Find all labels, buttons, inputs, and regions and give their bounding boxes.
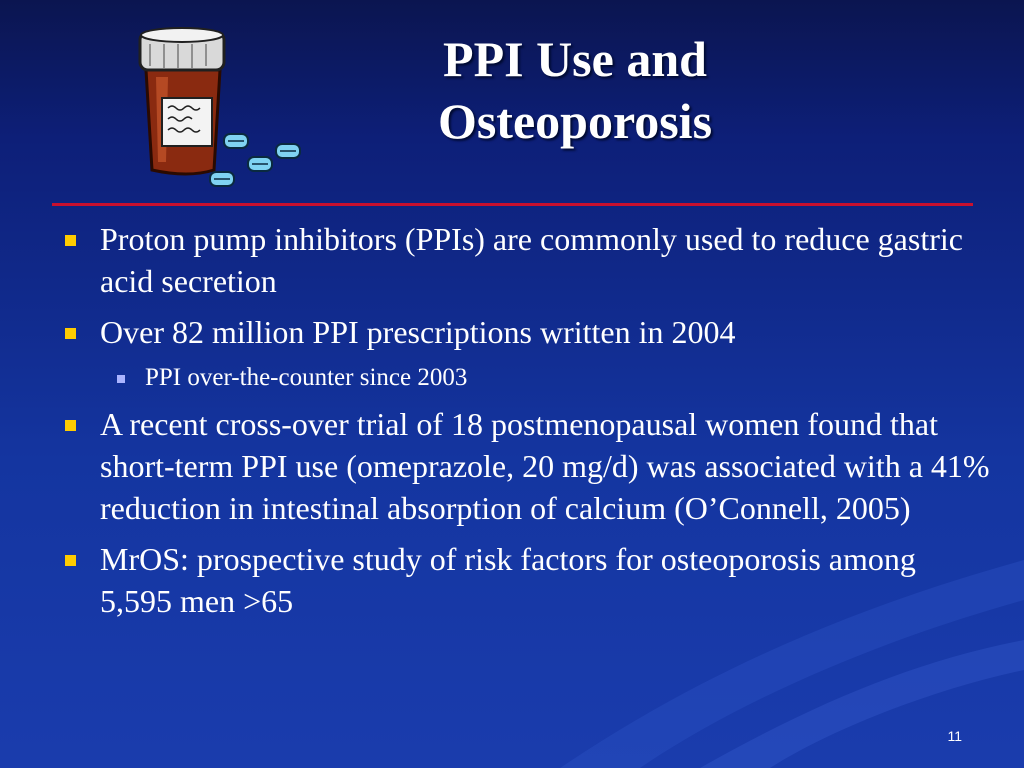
- bullet-item: [60, 311, 990, 353]
- slide-title: [330, 28, 820, 152]
- bullet-marker-icon: [65, 555, 76, 566]
- bullet-marker-icon: [65, 328, 76, 339]
- slide-title-line-1: PPI Use and: [443, 31, 707, 87]
- sub-bullet-text: PPI over-the-counter since 2003: [145, 364, 468, 391]
- slide-title-line-2: Osteoporosis: [437, 93, 713, 149]
- bullet-item: [60, 218, 990, 302]
- bullet-list: [60, 218, 990, 631]
- bullet-text: A recent cross-over trial of 18 postmenopausal women found that short-term PPI use (omeprazole, 20 mg/d) was associated with a 41% reduction in intestinal absorption of calcium (O’Connell, 2005): [100, 406, 990, 526]
- sub-bullet-marker-icon: [117, 375, 125, 383]
- slide-number: 11: [947, 728, 962, 744]
- title-divider: [52, 203, 973, 206]
- bullet-item: [60, 403, 990, 529]
- bullet-text: Proton pump inhibitors (PPIs) are commonly used to reduce gastric acid secretion: [100, 221, 963, 299]
- bullet-text: Over 82 million PPI prescriptions written in 2004: [100, 314, 736, 350]
- bullet-marker-icon: [65, 420, 76, 431]
- sub-bullet-item: [115, 362, 990, 394]
- bullet-item: [60, 538, 990, 622]
- bullet-marker-icon: [65, 235, 76, 246]
- pill-bottle-icon: [128, 22, 308, 197]
- bullet-text: MrOS: prospective study of risk factors for osteoporosis among 5,595 men >65: [100, 541, 916, 619]
